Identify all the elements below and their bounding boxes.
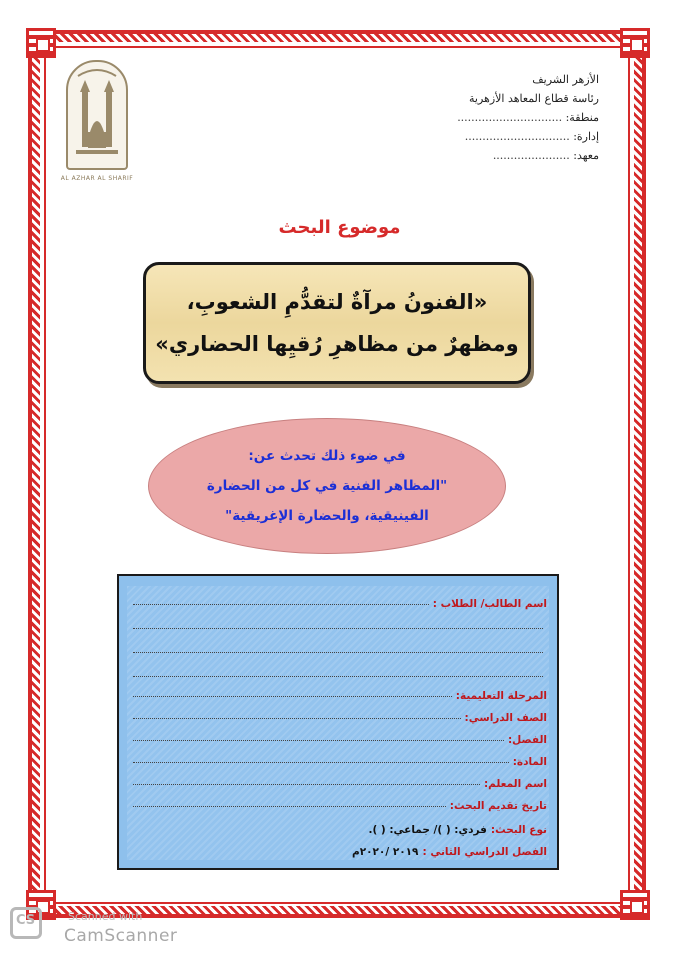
student-name-field-3[interactable] (133, 651, 543, 653)
admin-label: إدارة: (573, 130, 599, 143)
stage-label: المرحلة التعليمية: (455, 690, 547, 702)
form-row-semester (133, 836, 547, 858)
semester-label: الفصل الدراسي الثاني : (422, 846, 547, 858)
form-row-teacher (133, 768, 547, 790)
date-label: تاريخ تقديم البحث: (449, 800, 547, 812)
watermark-caption: Scanned with (68, 910, 143, 923)
grade-field[interactable] (133, 717, 461, 719)
task-line-1: في ضوء ذلك تحدث عن: (248, 448, 406, 464)
class-label: الفصل: (507, 734, 547, 746)
institute-label: معهد: (573, 149, 599, 162)
type-options[interactable]: فردي: ( )/ جماعي: ( ). (368, 824, 487, 836)
research-title-line-1: «الفنونُ مرآةٌ لتقدُّمِ الشعوبِ، (186, 290, 488, 314)
semester-value: ٢٠١٩ /٢٠٢٠م (351, 846, 419, 858)
teacher-field[interactable] (133, 783, 480, 785)
al-azhar-logo (66, 60, 128, 170)
admin-dots: .............................. (464, 130, 570, 143)
header-block (379, 70, 599, 165)
form-row-student-name-2 (133, 612, 547, 634)
subject-field[interactable] (133, 761, 509, 763)
header-admin-row (379, 127, 599, 146)
research-title-box (143, 262, 531, 384)
task-line-2: "المظاهر الفنية في كل من الحضارة (206, 478, 448, 494)
student-name-field[interactable] (133, 603, 429, 605)
form-row-date (133, 790, 547, 812)
stage-field[interactable] (133, 695, 452, 697)
form-row-stage (133, 680, 547, 702)
corner-ornament-bottom-right (620, 890, 650, 920)
student-name-field-4[interactable] (133, 675, 543, 677)
mosque-icon (68, 62, 126, 168)
form-row-grade (133, 702, 547, 724)
institute-dots: ...................... (492, 149, 570, 162)
form-row-student-name-3 (133, 636, 547, 658)
header-institute-row (379, 146, 599, 165)
class-field[interactable] (133, 739, 504, 741)
corner-ornament-top-right (620, 28, 650, 58)
student-info-form (117, 574, 559, 870)
research-title-line-2: ومظهرٌ من مظاهرِ رُقيِها الحضاري» (155, 332, 519, 356)
form-row-type (133, 814, 547, 836)
form-row-subject (133, 746, 547, 768)
corner-ornament-top-left (26, 28, 56, 58)
region-label: منطقة: (565, 111, 599, 124)
type-label: نوع البحث: (490, 824, 547, 836)
topic-title: موضوع البحث (278, 217, 401, 238)
form-row-class (133, 724, 547, 746)
region-dots: .............................. (457, 111, 563, 124)
camscanner-icon (10, 907, 42, 939)
teacher-label: اسم المعلم: (483, 778, 547, 790)
task-ellipse (148, 418, 506, 554)
watermark-brand: CamScanner (64, 926, 178, 946)
student-name-label: اسم الطالب/ الطلاب : (432, 598, 547, 610)
task-line-3: الفينيقية، والحضارة الإغريقية" (225, 508, 429, 524)
grade-label: الصف الدراسي: (464, 712, 547, 724)
form-row-student-name-4 (133, 660, 547, 682)
header-line-azhar: الأزهر الشريف (532, 73, 599, 86)
subject-label: المادة: (512, 756, 547, 768)
header-line-sector: رئاسة قطاع المعاهد الأزهرية (469, 92, 599, 105)
header-region-row (379, 108, 599, 127)
form-row-student-name (133, 588, 547, 610)
date-field[interactable] (133, 805, 446, 807)
logo-caption: AL AZHAR AL SHARIF (60, 175, 134, 182)
student-name-field-2[interactable] (133, 627, 543, 629)
